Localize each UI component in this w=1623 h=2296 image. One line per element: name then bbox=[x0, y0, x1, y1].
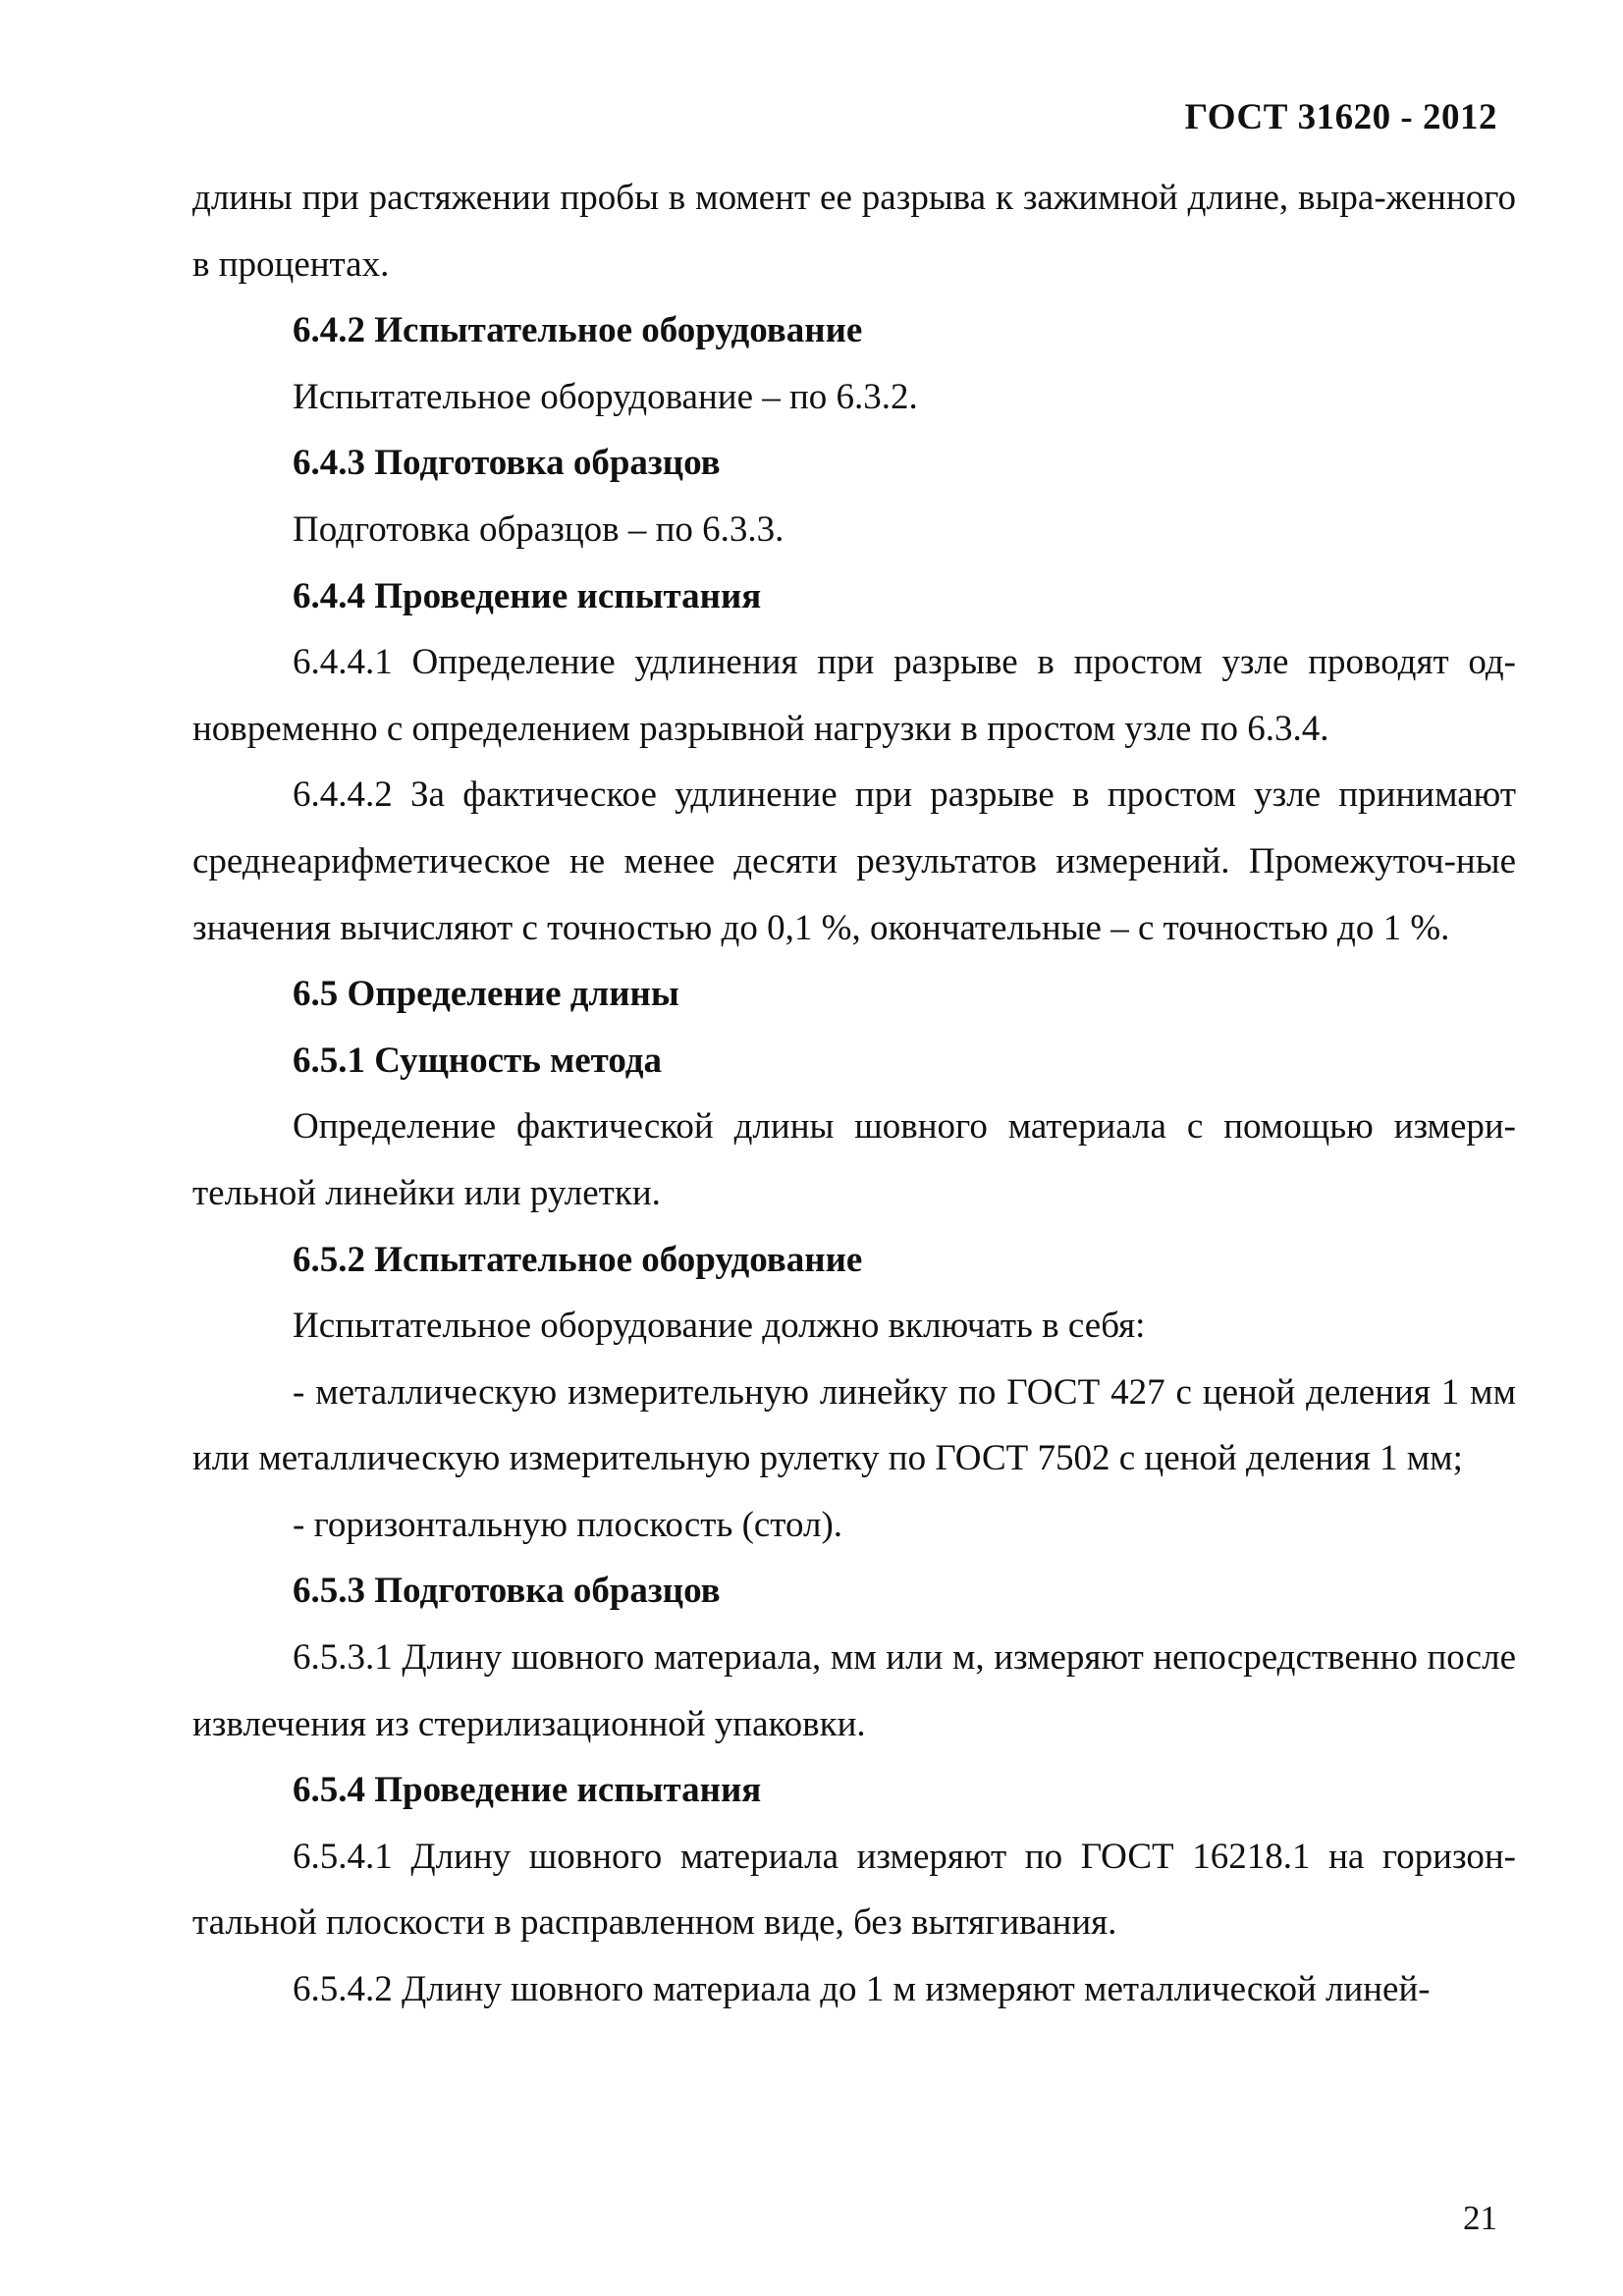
document-header: ГОСТ 31620 - 2012 bbox=[1184, 97, 1497, 137]
paragraph: 6.4.4.1 Определение удлинения при разрыве в простом узле проводят од-новременно с определением разрывной нагрузки в простом узле по 6.3.4. bbox=[192, 642, 1516, 749]
section-heading-6-5-2: 6.5.2 Испытательное оборудование bbox=[293, 1239, 863, 1280]
paragraph: 6.4.4.2 За фактическое удлинение при разрыве в простом узле принимают среднеарифметическое не менее десяти результатов измерений. Промежуточ-ные значения вычисляют с точностью до 0,1 %, окончательные – с точностью до 1 %. bbox=[192, 774, 1516, 948]
section-heading-6-5-1: 6.5.1 Сущность метода bbox=[293, 1040, 662, 1081]
section-heading-6-4-2: 6.4.2 Испытательное оборудование bbox=[293, 310, 863, 351]
section-heading-6-4-4: 6.4.4 Проведение испытания bbox=[293, 575, 762, 616]
section-heading-6-5-3: 6.5.3 Подготовка образцов bbox=[293, 1571, 721, 1612]
section-heading-6-5: 6.5 Определение длины bbox=[293, 974, 679, 1015]
list-item: - металлическую измерительную линейку по ГОСТ 427 с ценой деления 1 мм или металлическую измерительную рулетку по ГОСТ 7502 с ценой деления 1 мм; bbox=[192, 1371, 1516, 1479]
document-body bbox=[192, 165, 1516, 2023]
list-item: - горизонтальную плоскость (стол). bbox=[293, 1504, 843, 1545]
section-heading-6-4-3: 6.4.3 Подготовка образцов bbox=[293, 443, 721, 484]
paragraph: Определение фактической длины шовного материала с помощью измери-тельной линейки или рулетки. bbox=[192, 1106, 1516, 1213]
page-number: 21 bbox=[1463, 2199, 1497, 2237]
section-heading-6-5-4: 6.5.4 Проведение испытания bbox=[293, 1770, 762, 1811]
paragraph: Подготовка образцов – по 6.3.3. bbox=[293, 508, 784, 550]
paragraph: 6.5.4.1 Длину шовного материала измеряют по ГОСТ 16218.1 на горизон-тальной плоскости в расправленном виде, без вытягивания. bbox=[192, 1836, 1516, 1944]
paragraph: Испытательное оборудование должно включать в себя: bbox=[293, 1306, 1146, 1347]
paragraph: Испытательное оборудование – по 6.3.2. bbox=[293, 376, 918, 417]
paragraph: 6.5.3.1 Длину шовного материала, мм или м, измеряют непосредственно после извлечения из стерилизационной упаковки. bbox=[192, 1637, 1516, 1744]
paragraph: 6.5.4.2 Длину шовного материала до 1 м измеряют металлической линей- bbox=[293, 1969, 1431, 2010]
paragraph-continuation: длины при растяжении пробы в момент ее разрыва к зажимной длине, выра-женного в процентах. bbox=[192, 178, 1516, 285]
